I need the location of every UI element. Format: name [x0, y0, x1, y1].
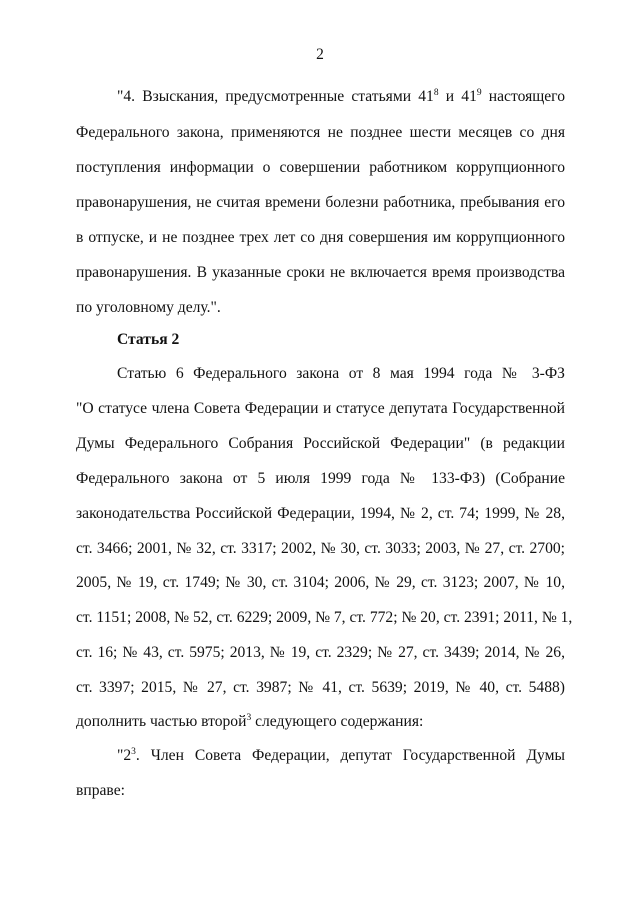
paragraph-1-line-1 [117, 87, 565, 106]
paragraph-1-line-7: по уголовному делу.". [76, 299, 221, 316]
superscript: 9 [476, 88, 482, 98]
article-2-line-10: ст. 3397; 2015, № 27, ст. 3987; № 41, ст. 5639; 2019, № 40, ст. 5488) [76, 679, 565, 696]
paragraph-3-line-1 [117, 746, 565, 765]
text: следующего содержания: [251, 713, 424, 730]
article-2-line-7: 2005, № 19, ст. 1749; № 30, ст. 3104; 2006, № 29, ст. 3123; 2007, № 10, [76, 574, 565, 591]
superscript: 3 [246, 713, 252, 723]
paragraph-1-line-6: правонарушения. В указанные сроки не включается время производства [76, 264, 565, 281]
text: . Член Совета Федерации, депутат Государственной Думы [135, 747, 565, 764]
text: настоящего [481, 88, 565, 105]
article-2-line-6: ст. 3466; 2001, № 32, ст. 3317; 2002, № 30, ст. 3033; 2003, № 27, ст. 2700; [76, 540, 565, 557]
article-2-line-1: Статью 6 Федерального закона от 8 мая 1994 года № 3-ФЗ [117, 365, 565, 382]
article-2-line-3: Думы Федерального Собрания Российской Федерации" (в редакции [76, 435, 565, 452]
article-2-line-8: ст. 1151; 2008, № 52, ст. 6229; 2009, № 7, ст. 772; № 20, ст. 2391; 2011, № 1, [76, 609, 573, 626]
superscript: 8 [433, 88, 439, 98]
paragraph-1-line-3: поступления информации о совершении работником коррупционного [76, 159, 565, 176]
text: "2 [117, 747, 132, 764]
article-2-line-4: Федерального закона от 5 июля 1999 года № 133-ФЗ) (Собрание [76, 470, 565, 487]
article-2-heading: Статья 2 [117, 331, 180, 348]
article-2-line-2: "О статусе члена Совета Федерации и статусе депутата Государственной [76, 400, 565, 417]
article-2-closing-line [76, 712, 565, 731]
paragraph-3-line-2: вправе: [76, 782, 125, 799]
article-2-line-9: ст. 16; № 43, ст. 5975; 2013, № 19, ст. 2329; № 27, ст. 3439; 2014, № 26, [76, 644, 565, 661]
superscript: 3 [131, 747, 136, 757]
paragraph-1-line-5: в отпуске, и не позднее трех лет со дня совершения им коррупционного [76, 229, 565, 246]
text: "4. Взыскания, предусмотренные статьями 41 [117, 88, 434, 105]
page-number: 2 [316, 46, 324, 63]
article-2-line-5: законодательства Российской Федерации, 1994, № 2, ст. 74; 1999, № 28, [76, 505, 565, 522]
text: дополнить частью второй [76, 713, 247, 730]
paragraph-1-line-2: Федерального закона, применяются не позднее шести месяцев со дня [76, 124, 565, 141]
paragraph-1-line-4: правонарушения, не считая времени болезни работника, пребывания его [76, 194, 565, 211]
text: и 41 [438, 88, 477, 105]
